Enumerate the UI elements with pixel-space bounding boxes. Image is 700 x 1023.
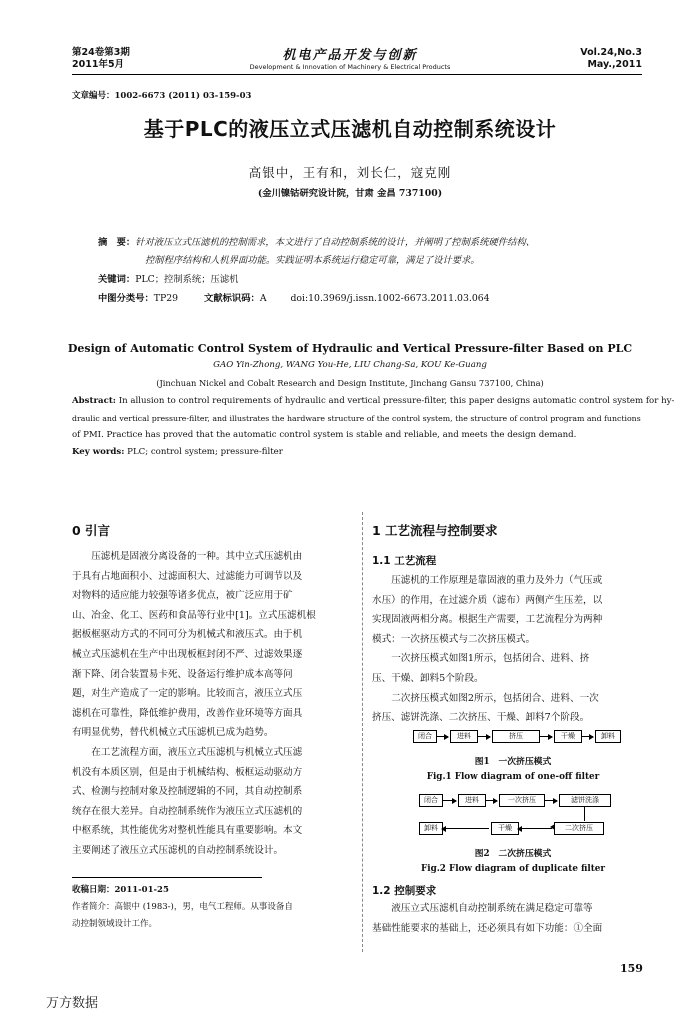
- text-line: 一次挤压模式如图1所示，包括闭合、进料、挤: [391, 653, 590, 665]
- classification-value: TP29: [153, 293, 179, 304]
- affiliation-en: (Jinchuan Nickel and Cobalt Research and Design Institute, Jinchang Gansu 737100, China): [156, 378, 544, 388]
- abstract-cn-line1: 针对液压立式压滤机的控制需求，本文进行了自动控制系统的设计，并阐明了控制系统硬件结构、: [135, 237, 535, 248]
- footnote-received: 收稿日期：2011-01-25: [72, 885, 169, 895]
- text-line: 主要阐述了液压立式压滤机的自动控制系统设计。: [72, 844, 284, 856]
- abstract-en-line1: In allusion to control requirements of hydraulic and vertical pressure-filter, this paper designs automatic control system for hy-: [118, 396, 675, 406]
- text-line: 式、检测与控制对象及控制逻辑的不同，其自动控制系: [72, 786, 303, 798]
- text-line: 基础性能要求的基础上，还必须具有如下功能：①全面: [372, 922, 603, 934]
- header-issue: 第24卷第3期: [72, 47, 130, 58]
- text-line: 有明显优势，替代机械立式压滤机已成为趋势。: [72, 727, 274, 739]
- section-0-title: 0 引言: [72, 523, 111, 538]
- subsection-1-2: 1.2 控制要求: [372, 885, 437, 897]
- watermark: 万方数据: [46, 996, 99, 1011]
- fig2-arrow: [544, 800, 557, 801]
- doc-code-value: A: [259, 293, 267, 304]
- text-line: 于具有占地面积小、过滤面积大、过滤能力可调节以及: [72, 570, 303, 582]
- fig1-arrow: [539, 736, 552, 737]
- authors-cn: 高银中，王有和，刘长仁，寇克刚: [248, 165, 452, 180]
- abstract-en-line3: of PMI. Practice has proved that the automatic control system is stable and reliable, and meets the design demand.: [72, 430, 577, 440]
- text-line: 压、干燥、卸料5个阶段。: [372, 672, 484, 684]
- fig1-caption-en: Fig.1 Flow diagram of one-off filter: [426, 772, 600, 782]
- keywords-cn-label: 关键词：: [98, 274, 136, 285]
- text-line: 统存在很大差异。自动控制系统作为液压立式压滤机的: [72, 805, 303, 817]
- fig2-arrow: [485, 800, 497, 801]
- keywords-cn-text: PLC；控制系统；压滤机: [135, 274, 239, 285]
- text-line: 模式：一次挤压模式与二次挤压模式。: [372, 633, 536, 645]
- header-rule: [72, 74, 642, 75]
- text-line: 械立式压滤机在生产中出现板框封闭不严、过滤效果逐: [72, 648, 303, 660]
- fig2-step-feed: 进料: [458, 794, 486, 807]
- fig2-caption-cn: 图2 二次挤压模式: [474, 849, 552, 859]
- text-line: 挤压、滤饼洗涤、二次挤压、干燥、卸料7个阶段。: [372, 712, 590, 724]
- left-column-body: [72, 547, 352, 861]
- process-paragraph-2: [372, 649, 654, 688]
- fig2-connector: [584, 807, 585, 821]
- text-line: 中枢系统，其性能优劣对整机性能具有重要影响。本文: [72, 825, 303, 837]
- fig2-step-dry: 干燥: [491, 822, 519, 835]
- keywords-en-text: PLC; control system; pressure-filter: [127, 447, 283, 457]
- text-line: 二次挤压模式如图2所示，包括闭合、进料、一次: [391, 692, 599, 704]
- doc-code-label: 文献标识码：: [204, 293, 260, 304]
- header-date: 2011年5月: [72, 59, 125, 70]
- fig2-arrow: [442, 800, 456, 801]
- text-line: 液压立式压滤机自动控制系统在满足稳定可靠等: [391, 903, 593, 914]
- process-paragraph-3: [372, 689, 654, 728]
- process-paragraph-1: [372, 571, 654, 649]
- affiliation-cn: (金川镍钴研究设计院，甘肃 金昌 737100): [257, 188, 443, 199]
- keywords-cn: [98, 271, 238, 289]
- abstract-cn-label: 摘 要：: [98, 237, 136, 248]
- right-column-body: [372, 571, 654, 728]
- fig1-step-dry: 干燥: [554, 730, 582, 743]
- classification-label: 中图分类号：: [98, 293, 154, 304]
- fig1-arrow: [581, 736, 593, 737]
- section-1-title: 1 工艺流程与控制要求: [372, 523, 498, 538]
- text-line: 题，对生产造成了一定的影响。比较而言，液压立式压: [72, 688, 303, 700]
- control-requirements-paragraph: [372, 899, 654, 938]
- control-paragraph: [372, 899, 654, 938]
- page-number: 159: [620, 962, 643, 975]
- subsection-1-1: 1.1 工艺流程: [372, 555, 437, 567]
- paper-title-cn: 基于PLC的液压立式压滤机自动控制系统设计: [143, 117, 557, 141]
- intro-paragraph-2: [72, 743, 352, 861]
- classification: [98, 290, 490, 308]
- text-line: 机没有本质区别，但是由于机械结构、板框运动驱动方: [72, 766, 303, 778]
- abstract-en: [72, 393, 675, 461]
- fig2-step-wash: 滤饼洗涤: [559, 794, 611, 807]
- fig2-arrow: [442, 828, 489, 829]
- fig2-step-close: 闭合: [419, 794, 443, 807]
- fig1-step-unload: 卸料: [595, 730, 621, 743]
- abstract-en-line2: draulic and vertical pressure-filter, and illustrates the hardware structure of the control system, the structure of control program and functions: [72, 414, 641, 423]
- text-line: 压滤机是固液分离设备的一种。其中立式压滤机由: [91, 551, 303, 562]
- text-line: 压滤机的工作原理是靠固液的重力及外力（气压或: [391, 575, 603, 586]
- fig1-arrow: [477, 736, 490, 737]
- paper-title-en: Design of Automatic Control System of Hydraulic and Vertical Pressure-filter Based on PLC: [67, 342, 633, 355]
- footnote-rule: [72, 877, 262, 878]
- fig2-step-first-squeeze: 一次挤压: [499, 794, 545, 807]
- fig1-step-close: 闭合: [413, 730, 437, 743]
- fig2-caption-en: Fig.2 Flow diagram of duplicate filter: [420, 864, 606, 874]
- journal-title-en: Development & Innovation of Machinery & Electrical Products: [249, 63, 451, 71]
- fig2-arrow: [518, 828, 552, 829]
- intro-paragraph-1: [72, 547, 352, 743]
- fig2-step-second-squeeze: 二次挤压: [554, 822, 604, 835]
- text-line: 水压）的作用，在过滤介质（滤布）两侧产生压差，以: [372, 594, 603, 606]
- fig1-step-squeeze: 挤压: [492, 730, 540, 743]
- text-line: 滤机在可靠性，降低维护费用，改善作业环境等方面具: [72, 707, 303, 719]
- text-line: 山、冶金、化工、医药和食品等行业中[1]。立式压滤机根: [72, 609, 316, 621]
- fig1-step-feed: 进料: [450, 730, 478, 743]
- abstract-cn: [98, 234, 648, 270]
- abstract-en-label: Abstract:: [72, 396, 116, 406]
- text-line: 对物料的适应能力较强等诸多优点，被广泛应用于矿: [72, 590, 293, 602]
- footnote-author-1: 作者简介：高银中 (1983-)，男，电气工程师。从事设备自: [72, 902, 293, 912]
- authors-en: GAO Yin-Zhong, WANG You-He, LIU Chang-Sa, KOU Ke-Guang: [213, 360, 487, 370]
- header-volume: Vol.24,No.3: [580, 47, 642, 58]
- text-line: 渐下降、闭合装置易卡死、设备运行维护成本高等问: [72, 668, 293, 680]
- text-line: 实现固液两相分离。根据生产需要，工艺流程分为两种: [372, 614, 603, 626]
- footnote-author-2: 动控制领域设计工作。: [72, 919, 158, 929]
- keywords-en-label: Key words:: [72, 447, 125, 457]
- text-line: 在工艺流程方面，液压立式压滤机与机械立式压滤: [91, 746, 303, 758]
- abstract-cn-line2: 控制程序结构和人机界面功能。实践证明本系统运行稳定可靠，满足了设计要求。: [145, 255, 480, 266]
- text-line: 据板框驱动方式的不同可分为机械式和液压式。由于机: [72, 629, 303, 641]
- header-month: May.,2011: [587, 59, 642, 70]
- column-divider: [362, 512, 363, 952]
- footnote: [72, 882, 357, 933]
- fig1-caption-cn: 图1 一次挤压模式: [474, 757, 552, 767]
- fig2-step-unload: 卸料: [419, 822, 443, 835]
- doi: doi:10.3969/j.issn.1002-6673.2011.03.064: [290, 293, 490, 304]
- journal-title-cn: 机电产品开发与创新: [282, 48, 418, 63]
- article-id: 文章编号：1002-6673 (2011) 03-159-03: [72, 91, 252, 101]
- fig1-arrow: [436, 736, 448, 737]
